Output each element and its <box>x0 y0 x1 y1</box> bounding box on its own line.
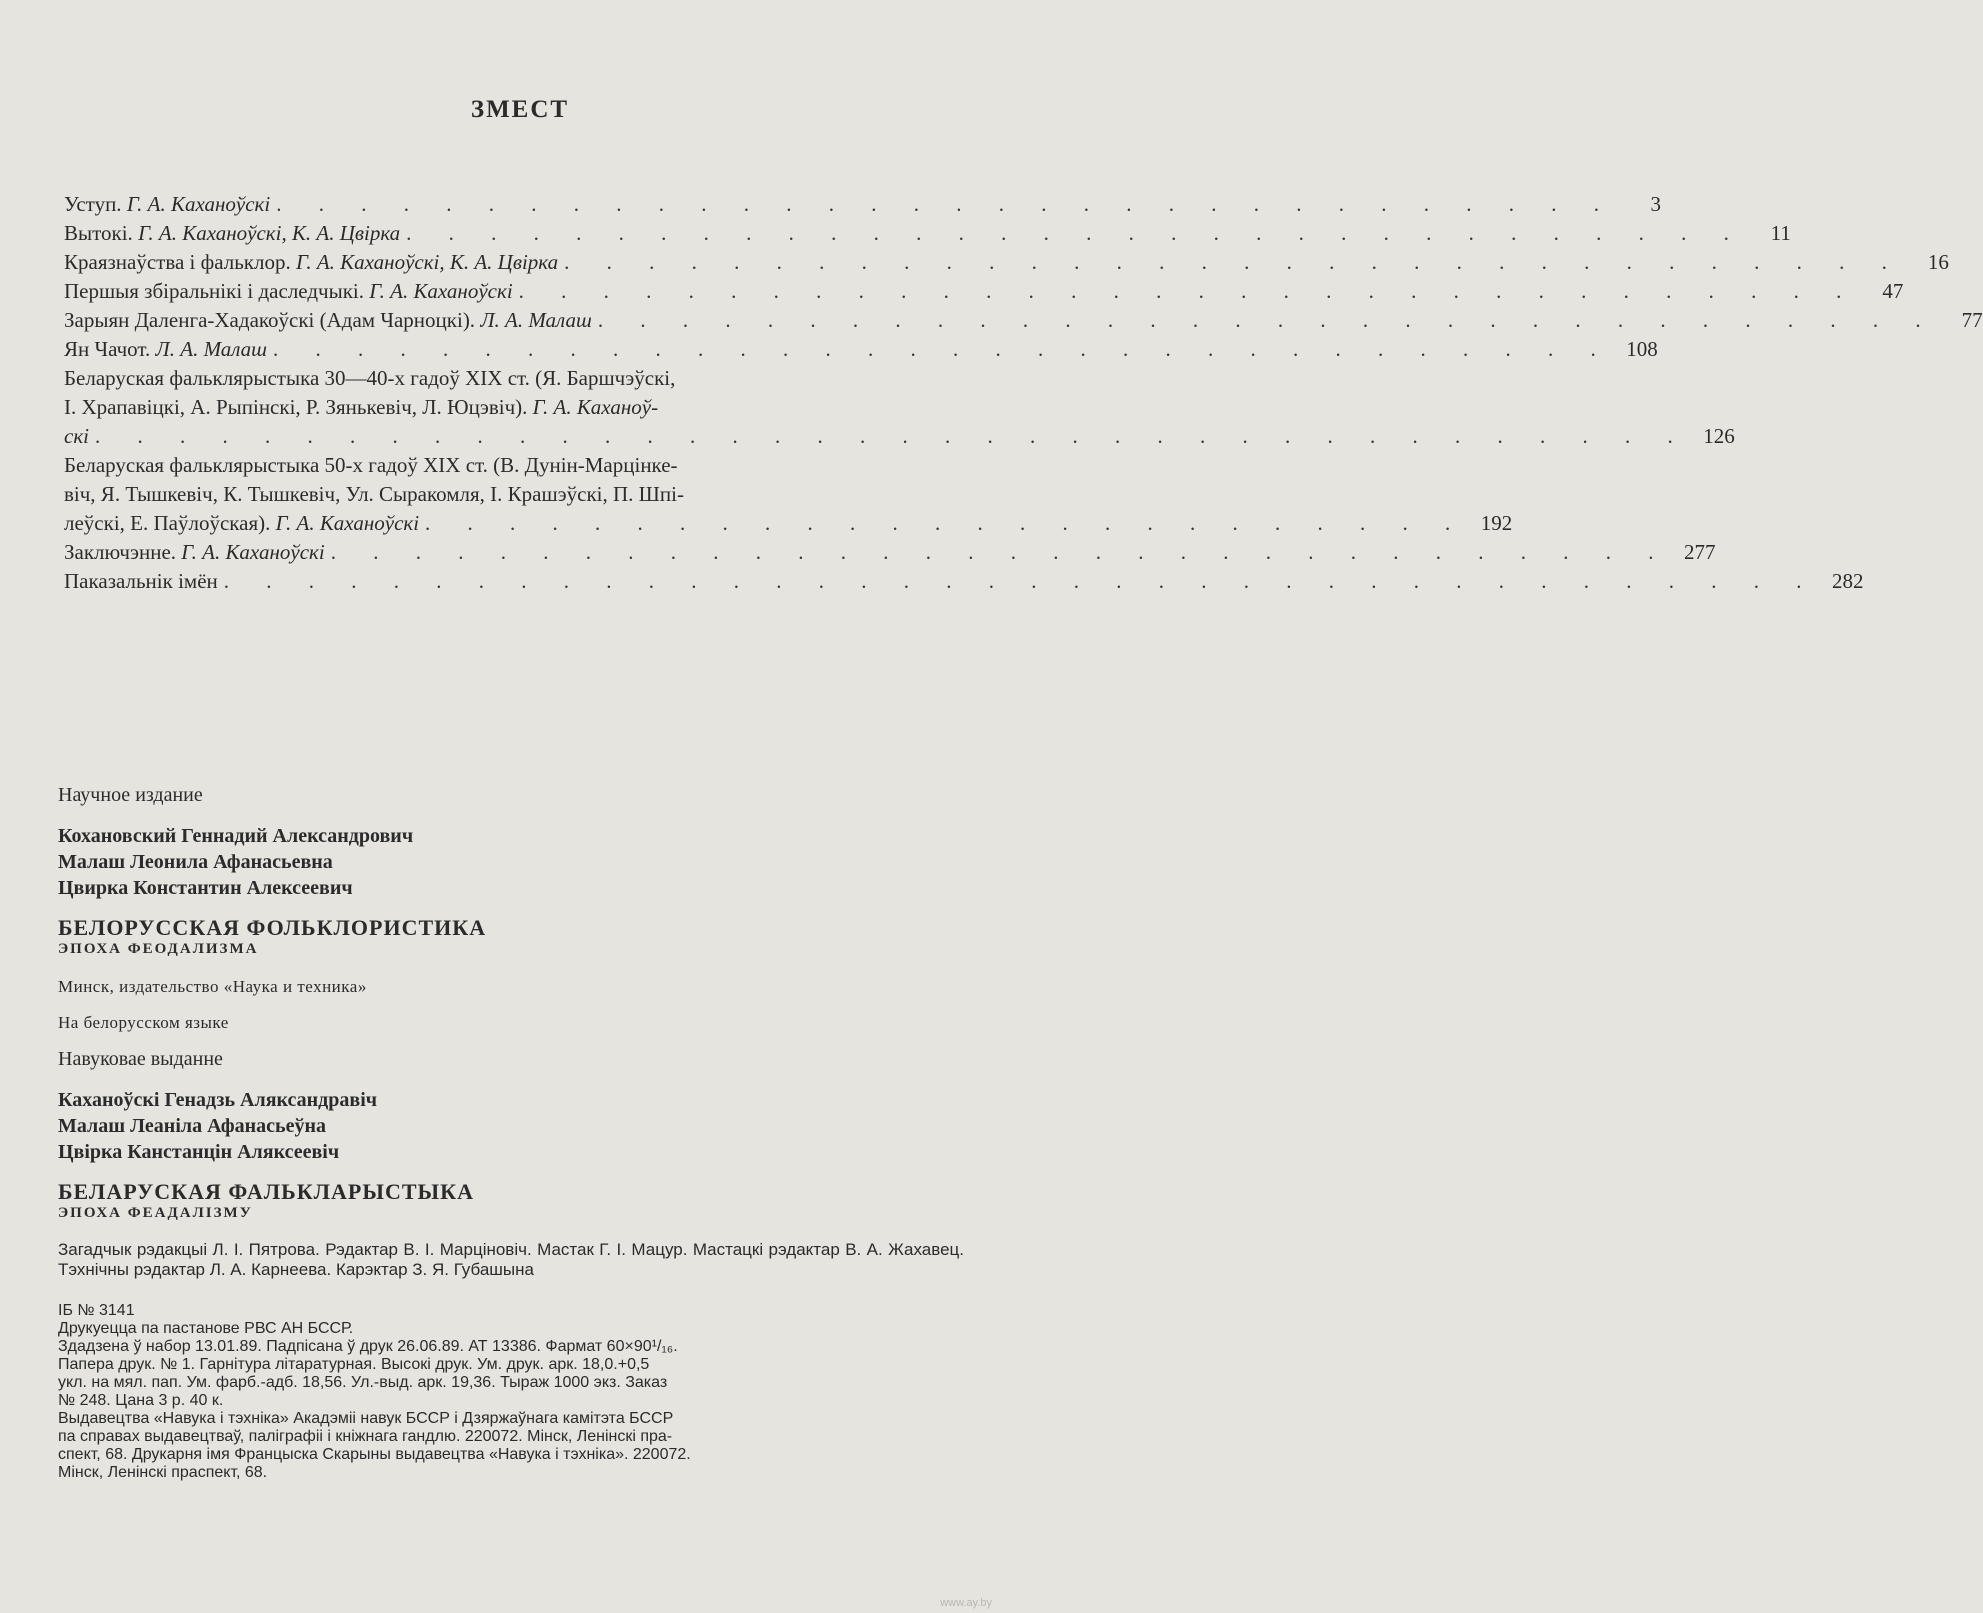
colophon-line: Выдавецтва «Навука і тэхніка» Акадэміі навук БССР і Дзяржаўнага камітэта БССР <box>58 1410 674 1427</box>
toc-author: скі <box>64 424 89 448</box>
author-name: Цвирка Константин Алексеевич <box>58 877 353 899</box>
toc-entry <box>64 277 1904 306</box>
toc-label: Уступ. <box>64 192 122 216</box>
toc-entry-multiline <box>64 364 1735 451</box>
toc-page-number: 126 <box>1703 424 1735 448</box>
toc-author: Г. А. Каханоўскі <box>181 540 325 564</box>
colophon-line: спект, 68. Друкарня імя Францыска Скарыны выдавецтва «Навука і тэхніка». 220072. <box>58 1446 691 1463</box>
author-name: Цвірка Канстанцін Аляксеевіч <box>58 1141 340 1163</box>
toc-label: Ян Чачот. <box>64 337 151 361</box>
toc-entry <box>64 219 1791 248</box>
leader-dots: . . . . . . . . . . . . . . . . . . . . . . . . . . . . . . . . <box>406 221 1745 245</box>
author-name: Малаш Леонила Афанасьевна <box>58 851 333 873</box>
toc-line <box>64 393 956 422</box>
book-title: БЕЛОРУССКАЯ ФОЛЬКЛОРИСТИКА <box>58 915 487 940</box>
table-of-contents <box>64 190 1983 596</box>
language-note: На белорусском языке <box>58 1013 229 1032</box>
toc-author: Г. А. Каханоўскі, К. А. Цвірка <box>138 221 401 245</box>
toc-entry <box>64 190 1661 219</box>
colophon-line: № 248. Цана 3 р. 40 к. <box>58 1392 224 1409</box>
book-title: БЕЛАРУСКАЯ ФАЛЬКЛАРЫСТЫКА <box>58 1179 474 1204</box>
author-name: Малаш Леаніла Афанасьеўна <box>58 1115 326 1137</box>
toc-author: Л. А. Малаш <box>155 337 268 361</box>
toc-page-number: 11 <box>1770 221 1791 245</box>
editorial-credits: Загадчык рэдакцыі Л. І. Пятрова. Рэдактар В. І. Марціновіч. Мастак Г. І. Мацур. Мастацкі рэдактар В. А. Жахавец. Тэхнічны рэдактар Л. А. Карнеева. Карэктар З. Я. Губашына <box>58 1240 964 1279</box>
toc-page-number: 77 <box>1961 308 1983 332</box>
leader-dots: . . . . . . . . . . . . . . . . . . . . . . . . . . . . . . . . <box>276 192 1615 216</box>
book-subtitle: ЭПОХА ФЕАДАЛІЗМУ <box>58 1205 253 1221</box>
toc-line: Беларуская фальклярыстыка 50-х гадоў XIX ст. (В. Дунін-Марцінке- <box>64 453 678 477</box>
colophon-line: Папера друк. № 1. Гарнітура літаратурная. Высокі друк. Ум. друк. арк. 18,0.+0,5 <box>58 1356 650 1373</box>
toc-author: Г. А. Каханоўскі, К. А. Цвірка <box>295 250 559 274</box>
toc-entry <box>64 248 1949 277</box>
imprint <box>58 784 964 1482</box>
toc-entry <box>64 335 1658 364</box>
leader-dots: . . . . . . . . . . . . . . . . . . . . . . . . . . . . . . . . <box>330 540 1670 564</box>
toc-label: Першыя збіральнікі і даследчыкі. <box>64 279 364 303</box>
toc-page-number: 3 <box>1650 192 1661 216</box>
toc-line <box>64 509 1513 538</box>
toc-page-number: 277 <box>1683 540 1716 564</box>
leader-dots: . . . . . . . . . . . . . . . . . . . . . . . . . . . . . . . . <box>564 250 1903 274</box>
toc-entry-multiline <box>64 451 1513 538</box>
colophon <box>58 1302 968 1482</box>
leader-dots: . . . . . . . . . . . . . . . . . . . . . . . . . . . . . . . . <box>273 337 1612 361</box>
toc-page-number: 16 <box>1927 250 1949 274</box>
toc-title: ЗМЕСТ <box>470 96 570 123</box>
toc-label: Заключэнне. <box>64 540 177 564</box>
author-name: Кохановский Геннадий Александрович <box>58 825 414 847</box>
toc-page-number: 47 <box>1882 279 1904 303</box>
colophon-line: укл. на мял. пап. Ум. фарб.-адб. 18,56. Ул.-выд. арк. 19,36. Тыраж 1000 экз. Заказ <box>58 1374 668 1391</box>
leader-dots: . . . . . . . . . . . . . . . . . . . . . . . . . . . . . . . . <box>518 279 1858 303</box>
toc-entry <box>64 538 1716 567</box>
leader-dots: . . . . . . . . . . . . . . . . . . . . . . . . . . . . . . . . . . . . . . <box>94 424 1689 448</box>
edition-type: Научное издание <box>58 784 203 806</box>
toc-line <box>64 422 1735 451</box>
toc-author: Г. А. Каханоўскі <box>369 279 513 303</box>
publisher: Минск, издательство «Наука и техника» <box>58 977 367 996</box>
leader-dots: . . . . . . . . . . . . . . . . . . . . . . . . . . . . . . . . . . . . . . <box>223 569 1818 593</box>
toc-author: Г. А. Каханоўскі <box>126 192 271 216</box>
colophon-line: Мінск, Ленінскі праспект, 68. <box>58 1464 268 1481</box>
book-subtitle: ЭПОХА ФЕОДАЛИЗМА <box>58 941 259 957</box>
toc-line: Беларуская фальклярыстыка 30—40-х гадоў XIX ст. (Я. Баршчэўскі, <box>64 366 676 390</box>
toc-label: Зарыян Даленга-Хадакоўскі (Адам Чарноцкі). <box>64 308 476 332</box>
toc-author: Г. А. Каханоў- <box>532 395 659 419</box>
author-list <box>58 823 958 901</box>
author-name: Каханоўскі Генадзь Аляксандравіч <box>58 1089 378 1111</box>
leader-dots: . . . . . . . . . . . . . . . . . . . . . . . . . . . . . . . . <box>597 308 1937 332</box>
toc-label: Паказальнік імён <box>64 569 218 593</box>
toc-line: віч, Я. Тышкевіч, К. Тышкевіч, Ул. Сыракомля, І. Крашэўскі, П. Шпі- <box>64 482 684 506</box>
colophon-line: Друкуецца па пастанове РВС АН БССР. <box>58 1320 354 1337</box>
leader-dots: . . . . . . . . . . . . . . . . . . . . . . . . . <box>425 511 1467 535</box>
toc-label: Вытокі. <box>64 221 133 245</box>
author-list <box>58 1087 958 1165</box>
toc-label: І. Храпавіцкі, А. Рыпінскі, Р. Зянькевіч, Л. Юцэвіч). <box>64 395 528 419</box>
colophon-line: Здадзена ў набор 13.01.89. Падпісана ў друк 26.06.89. АТ 13386. Фармат 60×90¹/₁₆. <box>58 1338 678 1355</box>
colophon-line: па справах выдавецтваў, паліграфіі і кніжнага гандлю. 220072. Мінск, Ленінскі пра- <box>58 1428 673 1445</box>
toc-author: Л. А. Малаш <box>480 308 592 332</box>
toc-page-number: 108 <box>1626 337 1658 361</box>
ib-number: ІБ № 3141 <box>58 1302 135 1319</box>
toc-entry <box>64 306 1983 335</box>
watermark: www.ay.by <box>940 1597 992 1609</box>
edition-type: Навуковае выданне <box>58 1048 223 1070</box>
toc-page-number: 192 <box>1480 511 1513 535</box>
toc-page-number: 282 <box>1832 569 1864 593</box>
toc-author: Г. А. Каханоўскі <box>275 511 420 535</box>
toc-label: Краязнаўства і фальклор. <box>64 250 291 274</box>
toc-entry <box>64 567 1864 596</box>
toc-label: леўскі, Е. Паўлоўская). <box>64 511 271 535</box>
